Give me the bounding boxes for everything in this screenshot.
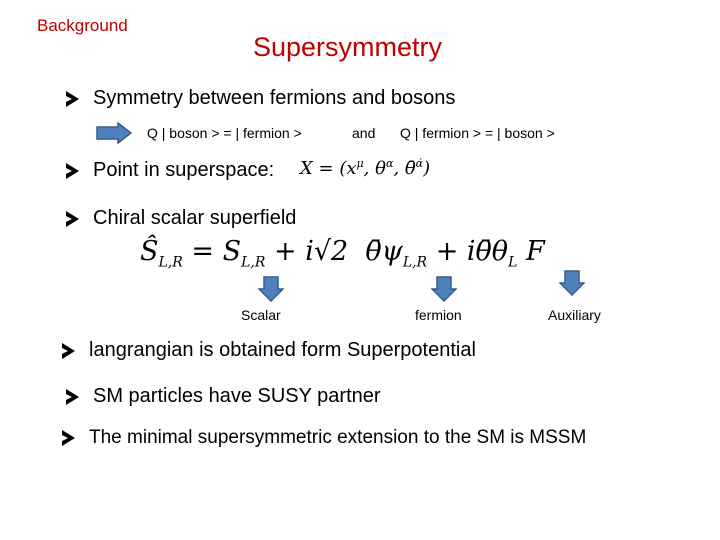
superfield-formula: $Ŝ_{L,R} = S_{L,R} + i√2$ $\thetā\psi_{L,R}$ + $i\thetā\theta_L$ F xyxy=(140,236,545,271)
bullet-sm-particles-text: SM particles have SUSY partner xyxy=(93,385,381,407)
block-down-arrow-icon xyxy=(258,276,284,302)
relation-boson-to-fermion: Q | boson > = | fermion > xyxy=(147,125,302,141)
bullet-arrow-icon xyxy=(62,430,75,446)
bullet-superspace xyxy=(66,159,274,182)
bullet-chiral-text: Chiral scalar superfield xyxy=(93,207,297,229)
bullet-chiral-superfield xyxy=(66,207,296,230)
bullet-arrow-icon xyxy=(66,91,79,107)
block-right-arrow-icon xyxy=(96,122,132,144)
bullet-sm-particles xyxy=(66,385,381,408)
bullet-superspace-text: Point in superspace: xyxy=(93,159,275,181)
relation-fermion-to-boson: Q | fermion > = | boson > xyxy=(400,125,555,141)
bullet-arrow-icon xyxy=(66,389,79,405)
label-auxiliary: Auxiliary xyxy=(548,307,601,323)
section-tag: Background xyxy=(37,16,128,35)
bullet-symmetry-text: Symmetry between fermions and bosons xyxy=(93,87,456,109)
bullet-mssm-text: The minimal supersymmetric extension to the SM is MSSM xyxy=(89,427,587,448)
block-down-arrow-icon xyxy=(559,270,585,296)
slide-title: Supersymmetry xyxy=(253,32,443,62)
relation-and: and xyxy=(352,125,376,141)
bullet-arrow-icon xyxy=(66,211,79,227)
bullet-lagrangian xyxy=(62,339,476,362)
bullet-mssm xyxy=(62,427,586,449)
superspace-formula: $X = (x^\mu$, $\theta^\alpha$, θ̄$^{\alphȧ}$) xyxy=(300,157,431,179)
label-fermion: fermion xyxy=(415,307,462,323)
bullet-arrow-icon xyxy=(62,343,75,359)
label-scalar: Scalar xyxy=(241,307,281,323)
bullet-lagrangian-text: langrangian is obtained form Superpotential xyxy=(89,339,476,361)
bullet-symmetry xyxy=(66,87,455,110)
block-down-arrow-icon xyxy=(431,276,457,302)
bullet-arrow-icon xyxy=(66,163,79,179)
